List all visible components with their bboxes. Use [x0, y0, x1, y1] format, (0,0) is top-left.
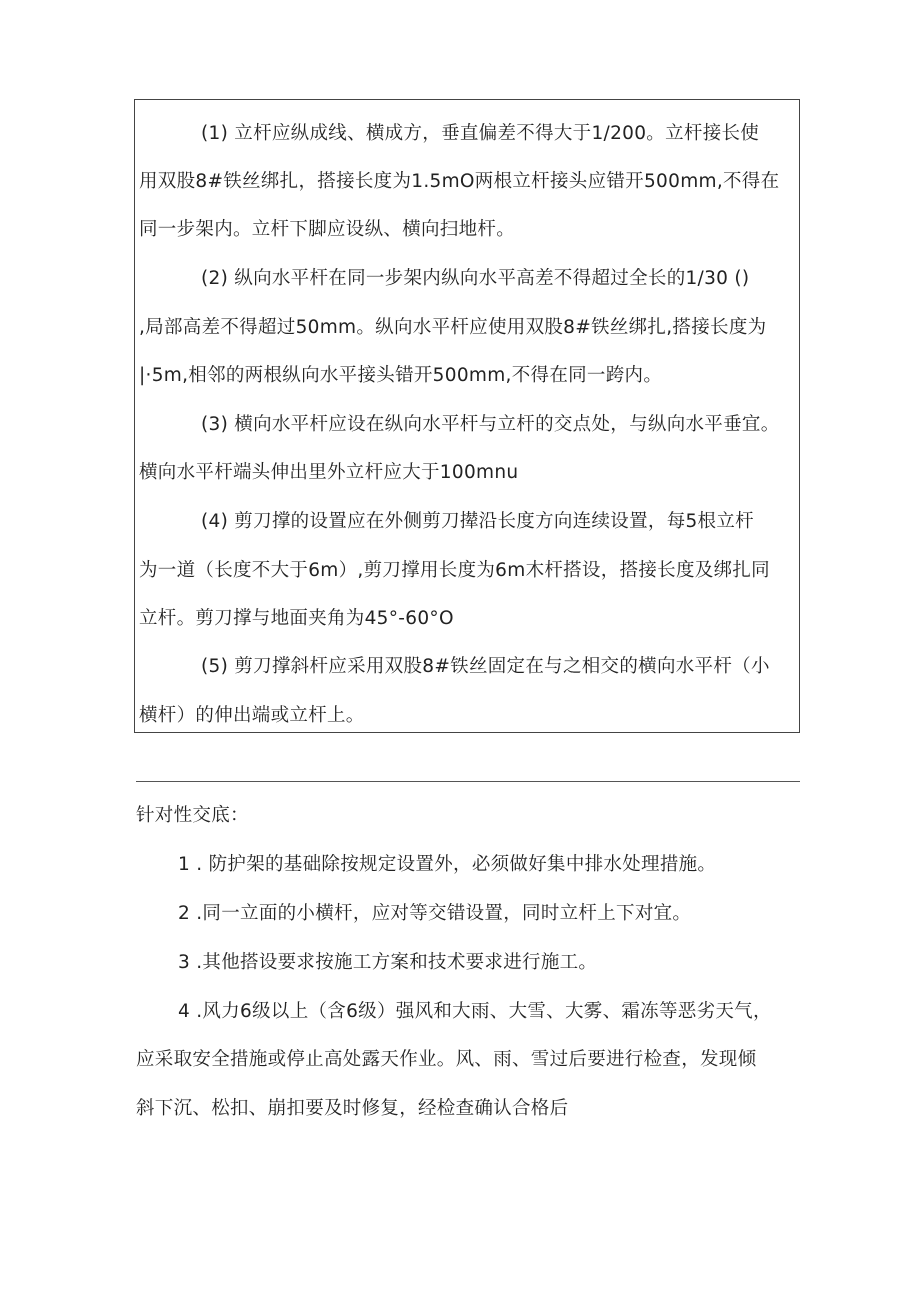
item-1-line-3: 同一步架内。立杆下脚应设纵、横向扫地杆。	[139, 219, 516, 240]
item-2-line-3: |·5m,相邻的两根纵向水平接头错开500mm,不得在同一跨内。	[139, 365, 663, 386]
item-2-line-1: (2) 纵向水平杆在同一步架内纵向水平高差不得超过全长的1/30 ()	[201, 268, 750, 289]
item-4-line-2: 为一道（长度不大于6m）,剪刀撑用长度为6m木杆搭设，搭接长度及绑扎同	[139, 560, 770, 581]
item-1-line-2: 用双股8#铁丝绑扎，搭接长度为1.5mO两根立杆接头应错开500mm,不得在	[139, 171, 780, 192]
point-2-line-1: 2 .同一立面的小横杆，应对等交错设置，同时立杆上下对宜。	[178, 903, 692, 924]
point-3-line-1: 3 .其他搭设要求按施工方案和技术要求进行施工。	[178, 952, 598, 973]
item-4-line-3: 立杆。剪刀撑与地面夹角为45°-60°O	[139, 608, 454, 629]
requirements-box	[134, 99, 800, 733]
section-heading: 针对性交底：	[136, 805, 249, 826]
item-3-line-1: (3) 横向水平杆应设在纵向水平杆与立杆的交点处，与纵向水平垂宜。	[201, 414, 780, 435]
item-1-line-1: (1) 立杆应纵成线、横成方，垂直偏差不得大于1/200。立杆接长使	[201, 123, 760, 144]
item-2-line-2: ,局部高差不得超过50mm。纵向水平杆应使用双股8#铁丝绑扎,搭接长度为	[139, 317, 767, 338]
point-1-line-1: 1 . 防护架的基础除按规定设置外，必须做好集中排水处理措施。	[178, 854, 717, 875]
point-4-line-1: 4 .风力6级以上（含6级）强风和大雨、大雪、大雾、霜冻等恶劣天气，	[178, 1001, 772, 1022]
item-5-line-1: (5) 剪刀撑斜杆应采用双股8#铁丝固定在与之相交的横向水平杆（小	[201, 656, 770, 677]
item-5-line-2: 横杆）的伸出端或立杆上。	[139, 705, 365, 726]
section-divider	[136, 781, 800, 782]
item-4-line-1: (4) 剪刀撑的设置应在外侧剪刀撵沿长度方向连续设置，每5根立杆	[201, 511, 754, 532]
item-3-line-2: 横向水平杆端头伸出里外立杆应大于100mnu	[139, 462, 519, 483]
point-4-line-2: 应采取安全措施或停止高处露天作业。风、雨、雪过后要进行检查，发现倾	[136, 1049, 757, 1070]
point-4-line-3: 斜下沉、松扣、崩扣要及时修复，经检查确认合格后	[136, 1098, 569, 1119]
